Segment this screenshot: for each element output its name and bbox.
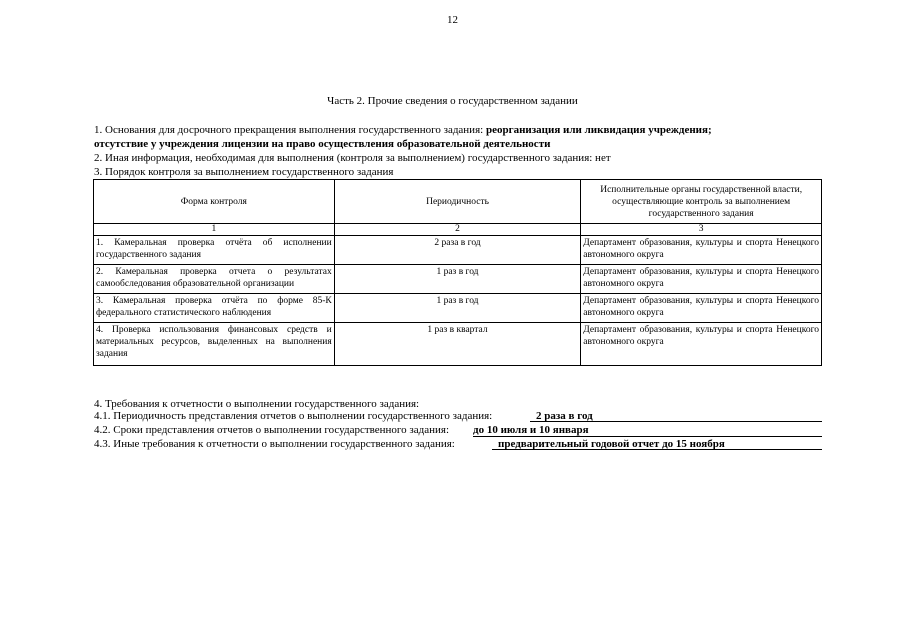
column-number: 3 [581, 224, 822, 236]
header-form: Форма контроля [94, 180, 335, 224]
item4-3-label: 4.3. Иные требования к отчетности о выполнении государственного задания: [94, 438, 455, 450]
item1-bold-line2: отсутствие у учреждения лицензии на право осуществления образовательной деятельности [94, 138, 551, 150]
item4-2-label: 4.2. Сроки представления отчетов о выполнении государственного задания: [94, 424, 450, 436]
item1-bold-line1: реорганизация или ликвидация учреждения; [485, 124, 712, 136]
item2-text: 2. Иная информация, необходимая для выполнения (контроля за выполнением) государственного задания: нет [94, 152, 611, 164]
period-cell: 2 раза в год [334, 236, 581, 265]
period-cell: 1 раз в год [334, 265, 581, 294]
item4-2-value: до 10 июля и 10 января [473, 424, 822, 437]
item4-1-value: 2 раза в год [530, 410, 822, 422]
form-cell: 2. Камеральная проверка отчета о результатах самообследования образовательной организации [94, 265, 335, 294]
item4-title: 4. Требования к отчетности о выполнении государственного задания: [94, 398, 420, 410]
table-row [94, 323, 822, 366]
item3-text: 3. Порядок контроля за выполнением государственного задания [94, 166, 394, 178]
table-row [94, 294, 822, 323]
item4-3-value: предварительный годовой отчет до 15 ноября [492, 438, 822, 450]
form-cell: 3. Камеральная проверка отчёта по форме 85-К федерального статистического наблюдения [94, 294, 335, 323]
table-row [94, 265, 822, 294]
item1-line [94, 124, 712, 136]
table-row [94, 236, 822, 265]
column-number: 1 [94, 224, 335, 236]
header-period: Периодичность [334, 180, 581, 224]
organ-cell: Департамент образования, культуры и спорта Ненецкого автономного округа [581, 265, 822, 294]
control-table [93, 179, 822, 366]
organ-cell: Департамент образования, культуры и спорта Ненецкого автономного округа [581, 294, 822, 323]
part-title: Часть 2. Прочие сведения о государственном задании [327, 95, 578, 107]
form-cell: 1. Камеральная проверка отчёта об исполнении государственного задания [94, 236, 335, 265]
period-cell: 1 раз в год [334, 294, 581, 323]
column-number: 2 [334, 224, 581, 236]
table-header-row [94, 180, 822, 224]
period-cell: 1 раз в квартал [334, 323, 581, 366]
form-cell: 4. Проверка использования финансовых средств и материальных ресурсов, выделенных на выполнения задания [94, 323, 335, 366]
item1-prefix: 1. Основания для досрочного прекращения выполнения государственного задания: [94, 124, 486, 136]
page-number: 12 [447, 14, 458, 26]
table-number-row [94, 224, 822, 236]
item4-1-label: 4.1. Периодичность представления отчетов о выполнении государственного задания: [94, 410, 493, 422]
organ-cell: Департамент образования, культуры и спорта Ненецкого автономного округа [581, 323, 822, 366]
header-organ: Исполнительные органы государственной власти, осуществляющие контроль за выполнением государственного задания [581, 180, 822, 224]
organ-cell: Департамент образования, культуры и спорта Ненецкого автономного округа [581, 236, 822, 265]
